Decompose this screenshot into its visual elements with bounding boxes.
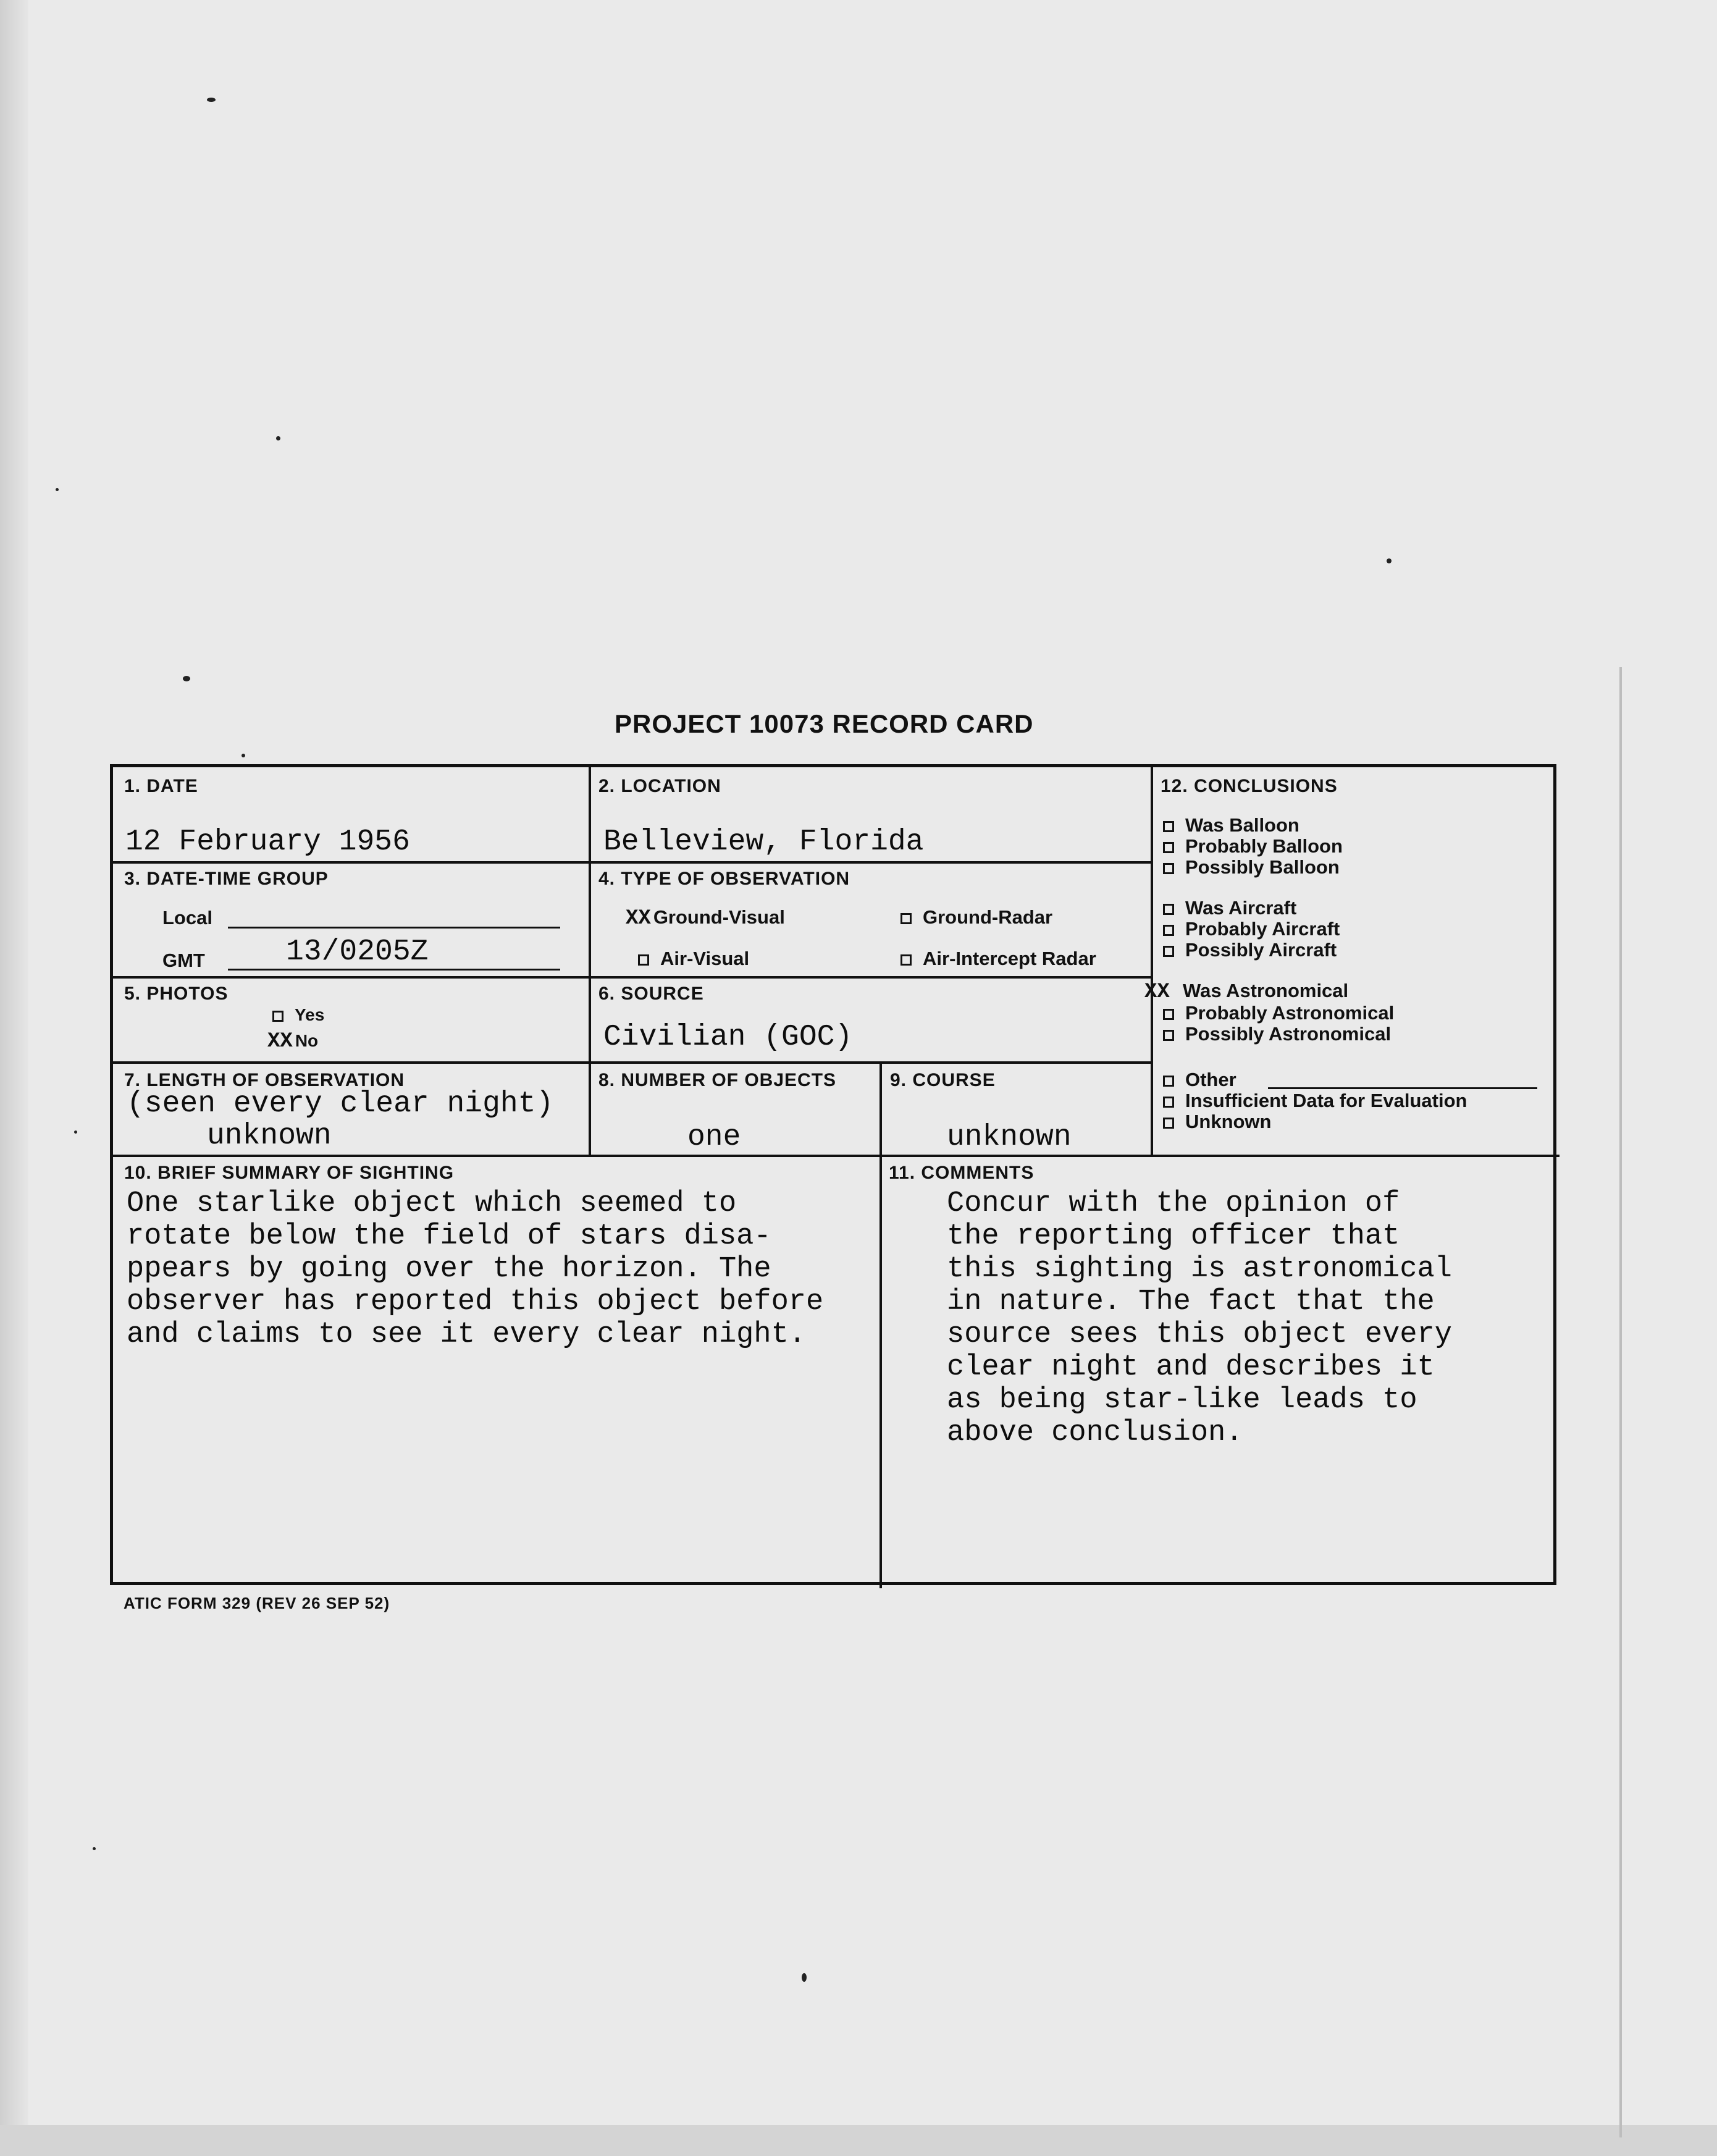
date-label: 1. DATE — [124, 776, 198, 796]
scan-left-edge — [0, 0, 28, 2156]
conclusion-item — [1163, 1111, 1272, 1133]
brief-summary-text: One starlike object which seemed to rotate below the field of stars disa- ppears by going over the horizon. The observer has reported this object before and claims to see it every clear night. — [127, 1187, 824, 1351]
conclusion-item — [1163, 1002, 1394, 1024]
conclusion-item — [1163, 918, 1340, 940]
conclusion-item — [1163, 1023, 1391, 1045]
conclusion-item-checked — [1144, 980, 1348, 1004]
conclusion-checkbox — [1163, 1118, 1174, 1129]
conclusion-label: Was Balloon — [1185, 814, 1299, 836]
length-of-observation-label: 7. LENGTH OF OBSERVATION — [124, 1070, 405, 1090]
length-of-observation-value: unknown — [207, 1119, 332, 1153]
conclusion-checkbox — [1163, 821, 1174, 832]
gmt-underline — [228, 969, 560, 971]
gmt-label: GMT — [162, 950, 205, 971]
scan-speck — [802, 1973, 807, 1982]
record-card — [110, 764, 1556, 1585]
source-label: 6. SOURCE — [598, 983, 704, 1004]
paper-fold-line — [1619, 667, 1622, 2137]
location-label: 2. LOCATION — [598, 776, 721, 796]
ground-radar-label: Ground-Radar — [923, 906, 1053, 928]
conclusion-label: Possibly Aircraft — [1185, 939, 1337, 961]
photos-no-check-mark: XX — [267, 1030, 293, 1053]
conclusion-checkbox — [1163, 1076, 1174, 1087]
scan-speck — [93, 1847, 96, 1850]
conclusion-item — [1163, 939, 1337, 961]
scan-speck — [276, 436, 280, 440]
grid-line — [113, 861, 1151, 864]
ground-visual-label: Ground-Visual — [653, 906, 785, 928]
air-visual-checkbox — [638, 954, 649, 966]
conclusion-label: Possibly Balloon — [1185, 856, 1340, 878]
air-intercept-radar-checkbox — [900, 954, 912, 966]
conclusion-checkbox — [1163, 1009, 1174, 1020]
local-label: Local — [162, 907, 212, 929]
photos-label: 5. PHOTOS — [124, 983, 229, 1004]
conclusion-label: Was Astronomical — [1183, 980, 1349, 1001]
form-number: ATIC FORM 329 (REV 26 SEP 52) — [124, 1594, 390, 1612]
scan-speck — [56, 488, 59, 491]
scan-speck — [74, 1131, 77, 1134]
conclusion-item — [1163, 897, 1296, 919]
grid-line — [1151, 767, 1153, 1155]
ground-radar-option — [900, 906, 1052, 929]
conclusion-checkbox — [1163, 925, 1174, 936]
number-of-objects-label: 8. NUMBER OF OBJECTS — [598, 1070, 837, 1090]
comments-text: Concur with the opinion of the reporting officer that this sighting is astronomical in nature. The fact that the source sees this object every clear night and describes it as being star-like leads to above conclusion. — [947, 1187, 1452, 1449]
conclusion-check-mark: XX — [1144, 980, 1170, 1004]
date-value: 12 February 1956 — [125, 825, 410, 859]
course-label: 9. COURSE — [890, 1070, 996, 1090]
conclusion-item — [1163, 1090, 1467, 1112]
length-of-observation-note: (seen every clear night) — [127, 1087, 554, 1121]
scan-speck — [207, 98, 216, 102]
scan-speck — [183, 676, 190, 681]
photos-no-label: No — [295, 1031, 319, 1050]
conclusion-label: Was Aircraft — [1185, 897, 1297, 919]
location-value: Belleview, Florida — [603, 825, 924, 859]
date-time-group-label: 3. DATE-TIME GROUP — [124, 869, 329, 889]
conclusion-label: Insufficient Data for Evaluation — [1185, 1090, 1467, 1111]
scan-speck — [241, 754, 245, 757]
conclusion-checkbox — [1163, 842, 1174, 853]
conclusion-checkbox — [1163, 1030, 1174, 1041]
type-of-observation-label: 4. TYPE OF OBSERVATION — [598, 869, 850, 889]
conclusion-item — [1163, 1069, 1236, 1091]
ground-radar-checkbox — [900, 913, 912, 924]
conclusion-label: Probably Balloon — [1185, 835, 1343, 857]
conclusion-checkbox — [1163, 904, 1174, 915]
air-intercept-radar-option — [900, 948, 1096, 970]
photos-no-option — [267, 1030, 318, 1053]
conclusion-label: Unknown — [1185, 1111, 1272, 1132]
grid-line — [589, 767, 591, 1155]
ground-visual-check-mark: XX — [626, 907, 651, 930]
number-of-objects-value: one — [687, 1121, 741, 1154]
grid-line — [113, 1155, 1560, 1157]
air-visual-option — [638, 948, 749, 970]
conclusion-item — [1163, 856, 1340, 878]
photos-yes-label: Yes — [295, 1005, 325, 1024]
other-underline — [1268, 1087, 1537, 1089]
conclusion-label: Other — [1185, 1069, 1236, 1090]
scan-bottom-edge — [0, 2125, 1717, 2156]
conclusions-label: 12. CONCLUSIONS — [1161, 776, 1338, 796]
grid-line — [879, 1061, 882, 1588]
source-value: Civilian (GOC) — [603, 1021, 853, 1054]
local-underline — [228, 927, 560, 929]
conclusion-checkbox — [1163, 863, 1174, 874]
photos-yes-checkbox — [272, 1011, 283, 1022]
scan-speck — [1387, 558, 1392, 563]
ground-visual-option — [626, 906, 785, 930]
comments-label: 11. COMMENTS — [889, 1163, 1035, 1183]
conclusion-label: Possibly Astronomical — [1185, 1023, 1392, 1045]
brief-summary-label: 10. BRIEF SUMMARY OF SIGHTING — [124, 1163, 455, 1183]
conclusion-item — [1163, 835, 1343, 857]
air-visual-label: Air-Visual — [660, 948, 750, 969]
card-title: PROJECT 10073 RECORD CARD — [615, 709, 1034, 738]
conclusion-item — [1163, 814, 1299, 836]
grid-line — [113, 1061, 1151, 1064]
conclusion-label: Probably Astronomical — [1185, 1002, 1395, 1024]
conclusion-checkbox — [1163, 1097, 1174, 1108]
conclusion-label: Probably Aircraft — [1185, 918, 1340, 940]
conclusion-checkbox — [1163, 946, 1174, 957]
gmt-value: 13/0205Z — [286, 935, 429, 969]
photos-yes-option — [272, 1005, 324, 1025]
air-intercept-radar-label: Air-Intercept Radar — [923, 948, 1096, 969]
grid-line — [113, 976, 1151, 979]
course-value: unknown — [947, 1121, 1072, 1154]
